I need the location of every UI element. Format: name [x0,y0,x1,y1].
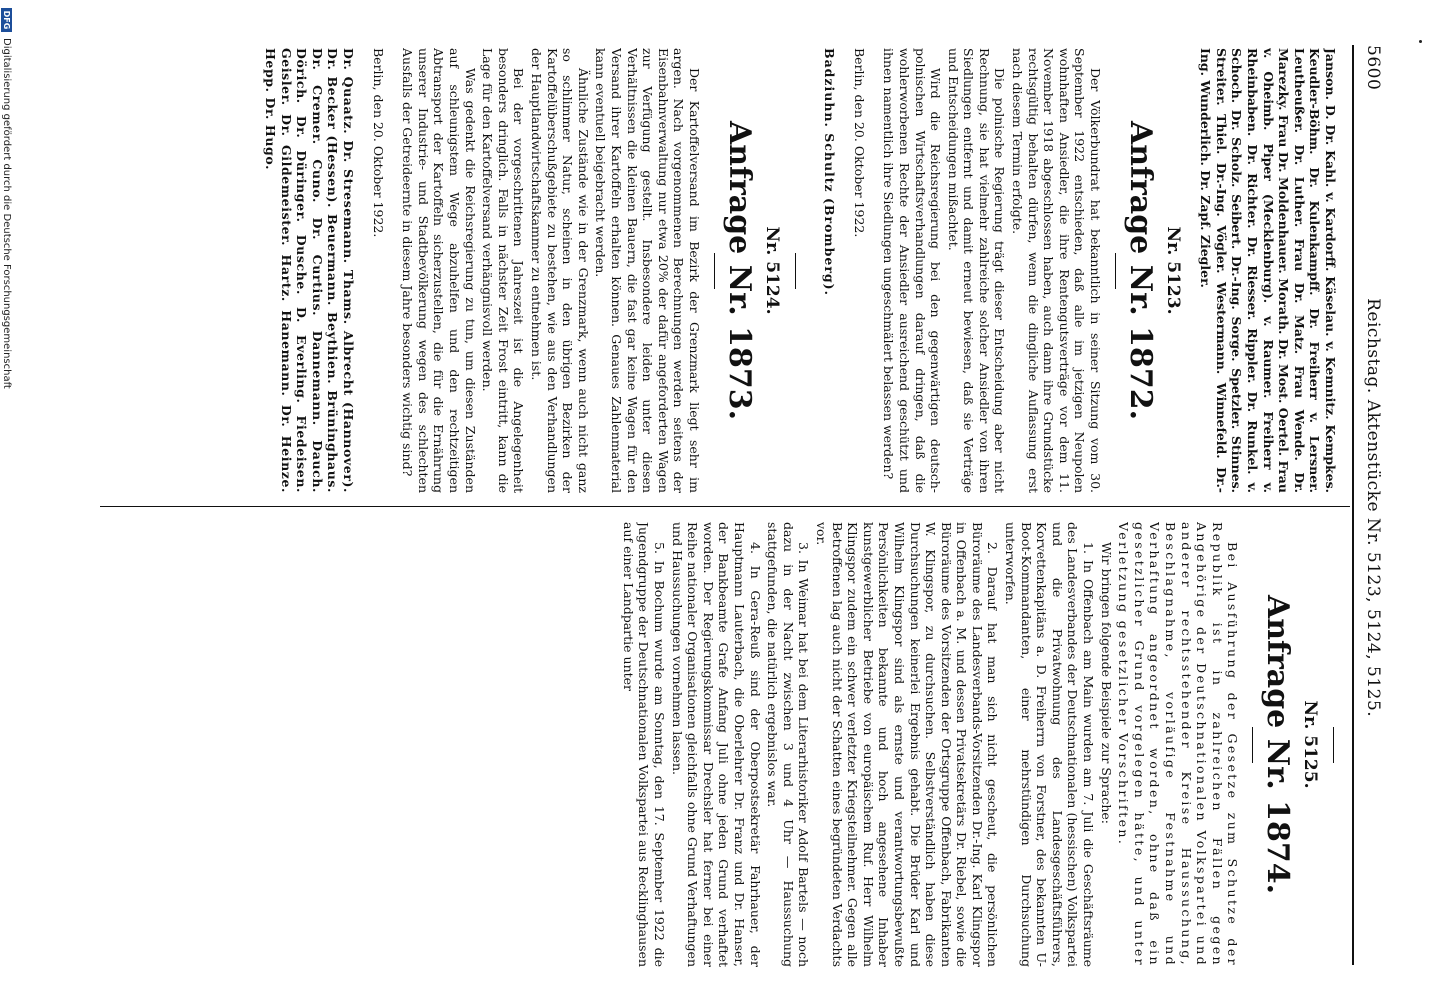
left-column [98,48,1338,493]
paragraph: Der Kartoffelversand im Bezirk der Grenzmark liegt sehr im argen. Nach vorgenommenen Berechnungen werden seitens der Eisenbahnverwaltung nur etwa 20% der dafür angeforderten Wagen zur Verfügung gestellt. Insbesondere leiden unter diesen Verhältnissen die kleinen Bauern, die fast gar keine Wagen für den Versand ihrer Kartoffeln erhalten können. Genaues Zahlenmaterial kann eventuell beigebracht werden. [593,48,702,493]
signature-line [851,48,867,493]
paragraph: Der Völkerbundrat hat bekanntlich in seiner Sitzung vom 30. September 1922 entschieden, daß alle im jetzigen Neupolen wohnhaften Ansiedler, die ihre Rentengutsverträge vor dem 11. November 1918 abgeschlossen haben, auch dann ihre Grundstücke rechtsgültig behalten dürfen, wenn die dingliche Auflassung erst nach diesem Termin erfolgte. [1010,48,1104,493]
header-rule [1352,45,1354,965]
signer-list: Dr. Quaatz. Dr. Stresemann. Thams. Albrecht (Hannover). Dr. Becker (Hessen). Beuermann. Beythien. Brüninghaus. Dr. Cremer. Cuno. Dr. Curtius. Dannemann. Dauch. Dörich. Dr. Düringer. Dusche. D. Everling. Fiedeisen. Geisler. Dr. Gildemeister. Hartz. Hanemann. Dr. Heinze. Hepp. Dr. Hugo. [263,48,357,493]
entry-title: Anfrage Nr. 1872. [1123,120,1159,421]
paragraph: Bei Ausführung der Gesetze zum Schutze der Republik ist in zahlreichen Fällen gegen Angehörige der Deutschnationalen Volkspartei und anderer rechtsstehender Kreise Haussuchung, Beschlagnahme, vorläufige Festnahme und Verhaftung angeordnet worden, ohne daß ein gesetzlicher Grund vorgelegen hätte, und unter Verletzung gesetzlicher Vorschriften. [1116,522,1241,967]
paragraph: Was gedenkt die Reichsregierung zu tun, um diesen Zuständen auf schleunigstem Wege abzuhelfen und den rechtzeitigen Abtransport der Kartoffeln sicherzustellen, die für die Ernährung unserer Industrie- und Stadtbevölkerung wegen des schlechten Ausfalls der Getreideernte in diesem Jahre besonders wichtig sind? [400,48,478,493]
signature-names [822,48,838,493]
paragraph: Wird die Reichsregierung bei den gegenwärtigen deutsch-polnischen Wirtschaftsverhandlungen darauf dringen, daß die wohlerworbenen Rechte der Ansiedler ausreichend geschützt und ihnen namentlich ihre Siedlungen ungeschmälert belassen werden? [881,48,944,493]
paragraph: Ähnliche Zustände wie in der Grenzmark, wenn auch nicht ganz so schlimmer Natur, scheinen in den übrigen Bezirken der Kartoffelüberschußgebiete zu bestehen, wie aus den Verhandlungen der Hauptlandwirtschaftskammer zu entnehmen ist. [529,48,591,493]
signers [263,48,357,493]
paragraph: 5. In Bochum wurde am Sonntag, den 17. September 1922 die Jugendgruppe der Deutschnationalen Volkspartei aus Recklinghausen auf einer Landpartie unter [620,522,668,967]
paragraph: 1. In Offenbach am Main wurden am 7. Juli die Geschäftsräume des Landesverbandes der Deutschnationalen (hessischen) Volkspartei und die Privatwohnung des Landesgeschäftsführers, Korvettenkapitäns a. D. Freiherrn von Forstner, des bekannten U-Boot-Kommandanten, einer mehrstündigen Durchsuchung unterworfen. [1003,522,1097,967]
paragraph: Wir bringen folgende Beispiele zur Sprache: [1098,542,1114,824]
signature-line [370,48,386,493]
separator-rule [795,253,796,289]
running-header [1360,45,1386,965]
credit-text: Digitalisierung gefördert durch die Deutsche Forschungsgemeinschaft [1,38,13,389]
paragraph: Die polnische Regierung trägt dieser Entscheidung aber nicht Rechnung, sie hat vielmehr zahlreiche solcher Ansiedler von ihren Siedlungen entfernt und damit erneut bewiesen, daß sie Verträge und Entscheidungen mißachtet. [945,48,1008,493]
entry-5123 [822,48,1183,493]
entry-5125 [620,522,1334,967]
title-rule [1252,727,1253,763]
entry-number: Nr. 5124. [761,226,782,315]
signatory-list-continued: Janson. D. Dr. Kahl. v. Kardorff. Käselau. v. Kemnitz. Kempkes. Keudler-Böhm. Dr. Kulenkampff. Dr. Freiherr v. Lersner. Leutheußer. Dr. Luther. Frau Dr. Matz. Frau Wende. Dr. Marezky. Frau Dr. Moldenhauer. Morath. Dr. Most. Oertel. Frau v. Oheimb. Piper (Mecklenburg). v. Raumer. Freiherr v. Rheinbaben. Dr. Richter. Dr. Riesser. Rippler. Dr. Runkel. v. Schoch. Dr. Scholz. Seibert. Dr.-Ing. Sorge. Spetzler. Stinnes. Streiter. Thiel. Dr.-Ing. Vögler. Westermann. Winnefeld. Dr.-Ing. Wunderlich. Dr. Zapf. Ziegler. [1198,48,1338,493]
page-speck [1419,40,1422,43]
separator-rule [1333,727,1334,763]
paragraph: 2. Darauf hat man sich nicht gescheut, die persönlichen Büroräume des Landesverbands-Vorsitzenden Dr.-Ing. Karl Klingspor in Offenbach a. M. und dessen Privatsekretärs Dr. Riebel, sowie die Büroräume des Vorsitzenden der Ortsgruppe Offenbach, Fabrikanten W. Klingspor, zu durchsuchen. Selbstverständlich haben diese Durchsuchungen keinerlei Ergebnis gehabt. Die Brüder Karl und Wilhelm Klingspor sind als ernste und verantwortungsbewußte Persönlichkeiten bekannte und hoch angesehene Inhaber kunstgewerblicher Betriebe von europäischem Ruf. Herr Wilhelm Klingspor zudem ein schwer verletzter Kriegsteilnehmer. Gegen alle Betroffenen lag auch nicht der Schatten eines begründeten Verdachts vor. [813,522,1001,967]
place-date: Berlin, den 20. Oktober 1922. [370,48,386,238]
entry-number: Nr. 5125. [1300,700,1320,789]
right-column [98,522,1338,967]
entry-title: Anfrage Nr. 1873. [721,120,757,421]
paragraph: 4. In Gera-Reuß sind der Oberpostsekretär Fahrhauer, der Hauptmann Lauterbach, die Oberlehrer Dr. Franz und Dr. Hanser, der Bankbeamte Grafe Anfang Juli ohne jeden Grund verhaftet worden. Der Regierungskommissar Drechsler hat ferner bei einer Reihe nationaler Organisationen gleichfalls ohne Grund Verhaftungen und Haussuchungen vornehmen lassen. [669,522,763,967]
page-number: 5600 [1363,45,1383,91]
title-rule [1115,253,1116,289]
place-date: Berlin, den 20. Oktober 1922. [851,48,867,238]
entry-number: Nr. 5123. [1162,226,1183,315]
title-rule [714,253,715,289]
digitization-credit [0,0,14,1000]
paragraph: Bei der vorgeschrittenen Jahreszeit ist die Angelegenheit besonders dringlich. Falls in nächster Zeit Frost eintritt, kann die Lage für den Kartoffelversand verhängnisvoll werden. [480,48,527,493]
dfg-logo: DFG [2,8,13,32]
entry-5124 [263,48,796,493]
entry-title: Anfrage Nr. 1874. [1260,594,1296,895]
column-divider [100,506,1350,507]
signers: Badziuhn. Schultz (Bromberg). [822,48,838,296]
paragraph: 3. In Weimar hat bei dem Literarhistoriker Adolf Bartels — noch dazu in der Nacht zwischen 3 und 4 Uhr — Haussuchung stattgefunden, die natürlich ergebnislos war. [765,522,812,967]
running-title: Reichstag. Aktenstücke Nr. 5123, 5124, 5125. [1363,298,1383,718]
